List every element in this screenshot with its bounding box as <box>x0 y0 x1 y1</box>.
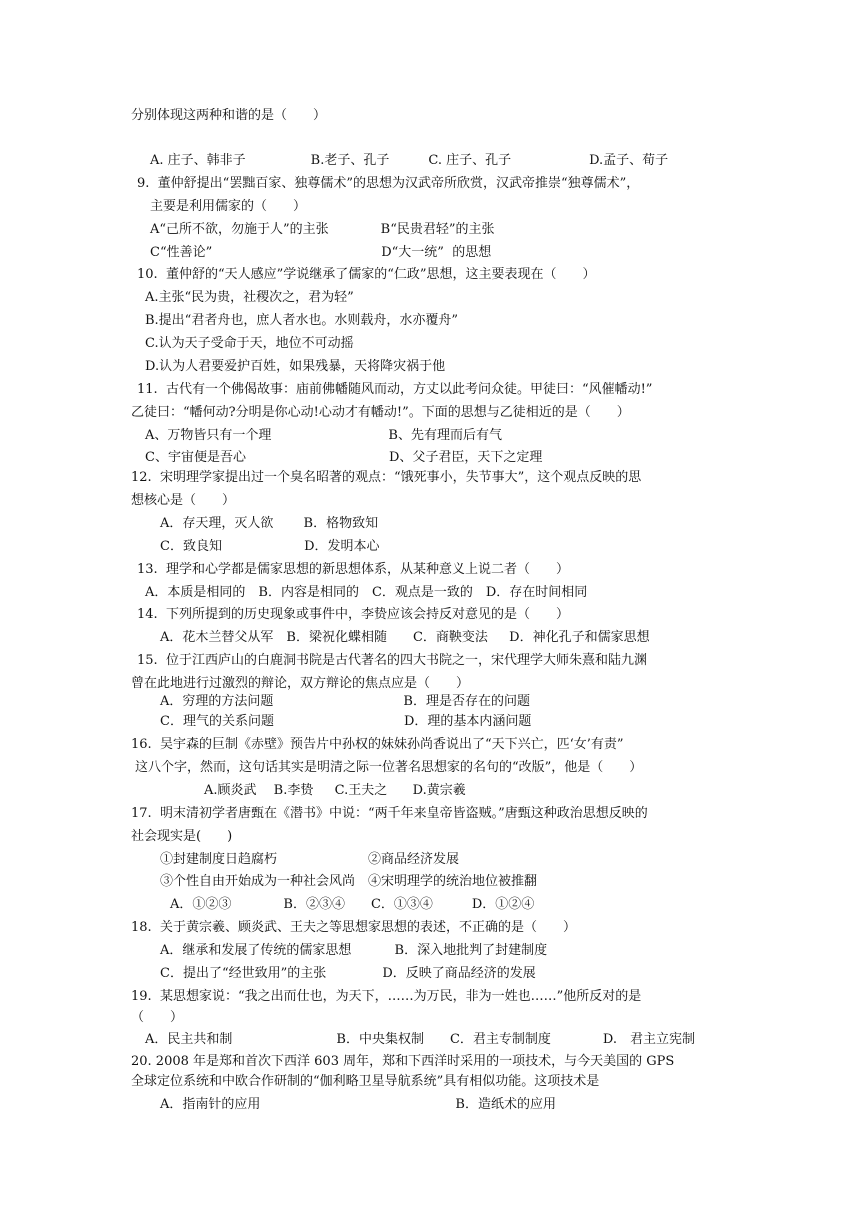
question-text: 想核心是（ ） <box>131 493 236 508</box>
question-text: 乙徒曰：“幡何动?分明是你心动!心动才有幡动!”。下面的思想与乙徒相近的是（ ） <box>131 405 630 420</box>
option-line: C．提出了“经世致用”的主张 D．反映了商品经济的发展 <box>160 966 536 981</box>
question-15: 15. 位于江西庐山的白鹿洞书院是古代著名的四大书院之一，宋代理学大师朱熹和陆九渊 <box>137 653 647 668</box>
option-line: A．继承和发展了传统的儒家思想 B．深入地批判了封建制度 <box>160 943 548 958</box>
question-text: 主要是利用儒家的（ ） <box>150 199 307 214</box>
option-line: A、万物皆只有一个理 B、先有理而后有气 <box>145 428 502 443</box>
option-line: A．①②③ B．②③④ C．①③④ D．①②④ <box>170 897 535 912</box>
option-line: A．花木兰替父从军 B．梁祝化蝶相随 C．商鞅变法 D．神化孔子和儒家思想 <box>160 630 650 645</box>
option-line: C．致良知 D．发明本心 <box>160 539 380 554</box>
option-line: A.主张“民为贵，社稷次之，君为轻” <box>145 290 354 305</box>
option-line: C.认为天子受命于天，地位不可动摇 <box>145 336 354 351</box>
option-line: A.顾炎武 B.李贽 C.王夫之 D.黄宗羲 <box>204 783 466 798</box>
option-line: A“己所不欲，勿施于人”的主张 B“民贵君轻”的主张 <box>150 222 495 237</box>
option-line: A．穷理的方法问题 B．理是否存在的问题 <box>160 694 530 709</box>
question-19: 19. 某思想家说：“我之出而仕也，为天下，……为万民，非为一姓也……”他所反对的是 <box>131 989 642 1004</box>
question-11: 11. 古代有一个佛偈故事：庙前佛幡随风而动，方丈以此考问众徒。甲徒曰：“风催幡动!” <box>137 382 653 397</box>
question-text: 社会现实是( ) <box>131 829 233 844</box>
statement-line: ③个性自由开始成为一种社会风尚 ④宋明理学的统治地位被推翻 <box>160 874 538 889</box>
question-text: （ ） <box>131 1010 184 1025</box>
question-9: 9. 董仲舒提出“罢黜百家、独尊儒术”的思想为汉武帝所欣赏，汉武帝推崇“独尊儒术”， <box>137 176 640 191</box>
question-17: 17. 明末清初学者唐甄在《潜书》中说：“两千年来皇帝皆盗贼。”唐甄这种政治思想反映的 <box>131 806 648 821</box>
statement-line: ①封建制度日趋腐朽 ②商品经济发展 <box>160 852 460 867</box>
option-line: D.认为人君要爱护百姓，如果残暴，天将降灾祸于他 <box>145 359 446 374</box>
question-20: 20. 2008 年是郑和首次下西洋 603 周年，郑和下西洋时采用的一项技术，与今天美国的 GPS <box>131 1054 675 1069</box>
question-10: 10. 董仲舒的“天人感应”学说继承了儒家的“仁政”思想，这主要表现在（ ） <box>137 267 596 282</box>
option-line: A．存天理，灭人欲 B．格物致知 <box>160 516 379 531</box>
option-line: B.提出“君者舟也，庶人者水也。水则载舟，水亦覆舟” <box>145 313 458 328</box>
option-line: A．民主共和制 B．中央集权制 C．君主专制制度 D. 君主立宪制 <box>145 1032 695 1047</box>
option-line: C、宇宙便是吾心 D、父子君臣，天下之定理 <box>145 450 543 465</box>
question-16: 16. 吴宇森的巨制《赤壁》预告片中孙权的妹妹孙尚香说出了“天下兴亡，匹‘女’有责” <box>131 737 624 752</box>
option-line: A. 庄子、韩非子 B.老子、孔子 C. 庄子、孔子 D.孟子、荀子 <box>150 153 669 168</box>
option-line: C“性善论” D“大一统” 的思想 <box>150 245 492 260</box>
option-line: C．理气的关系问题 D．理的基本内涵问题 <box>160 714 532 729</box>
question-12: 12. 宋明理学家提出过一个臭名昭著的观点：“饿死事小，失节事大”，这个观点反映的思 <box>131 470 642 485</box>
question-stem: 分别体现这两种和谐的是（ ） <box>131 108 327 123</box>
option-line: A．指南针的应用 B．造纸术的应用 <box>160 1097 556 1112</box>
question-14: 14. 下列所提到的历史现象或事件中，李贽应该会持反对意见的是（ ） <box>137 607 569 622</box>
question-18: 18. 关于黄宗羲、顾炎武、王夫之等思想家思想的表述，不正确的是（ ） <box>131 920 576 935</box>
option-line: A．本质是相同的 B．内容是相同的 C．观点是一致的 D．存在时间相同 <box>145 585 588 600</box>
question-text: 这八个字，然而，这句话其实是明清之际一位著名思想家的名句的“改版”，他是（ ） <box>135 760 643 775</box>
question-text: 全球定位系统和中欧合作研制的“伽利略卫星导航系统”具有相似功能。这项技术是 <box>131 1074 600 1089</box>
question-13: 13. 理学和心学都是儒家思想的新思想体系，从某种意义上说二者（ ） <box>137 562 569 577</box>
question-text: 曾在此地进行过激烈的辩论，双方辩论的焦点应是（ ） <box>131 676 470 691</box>
